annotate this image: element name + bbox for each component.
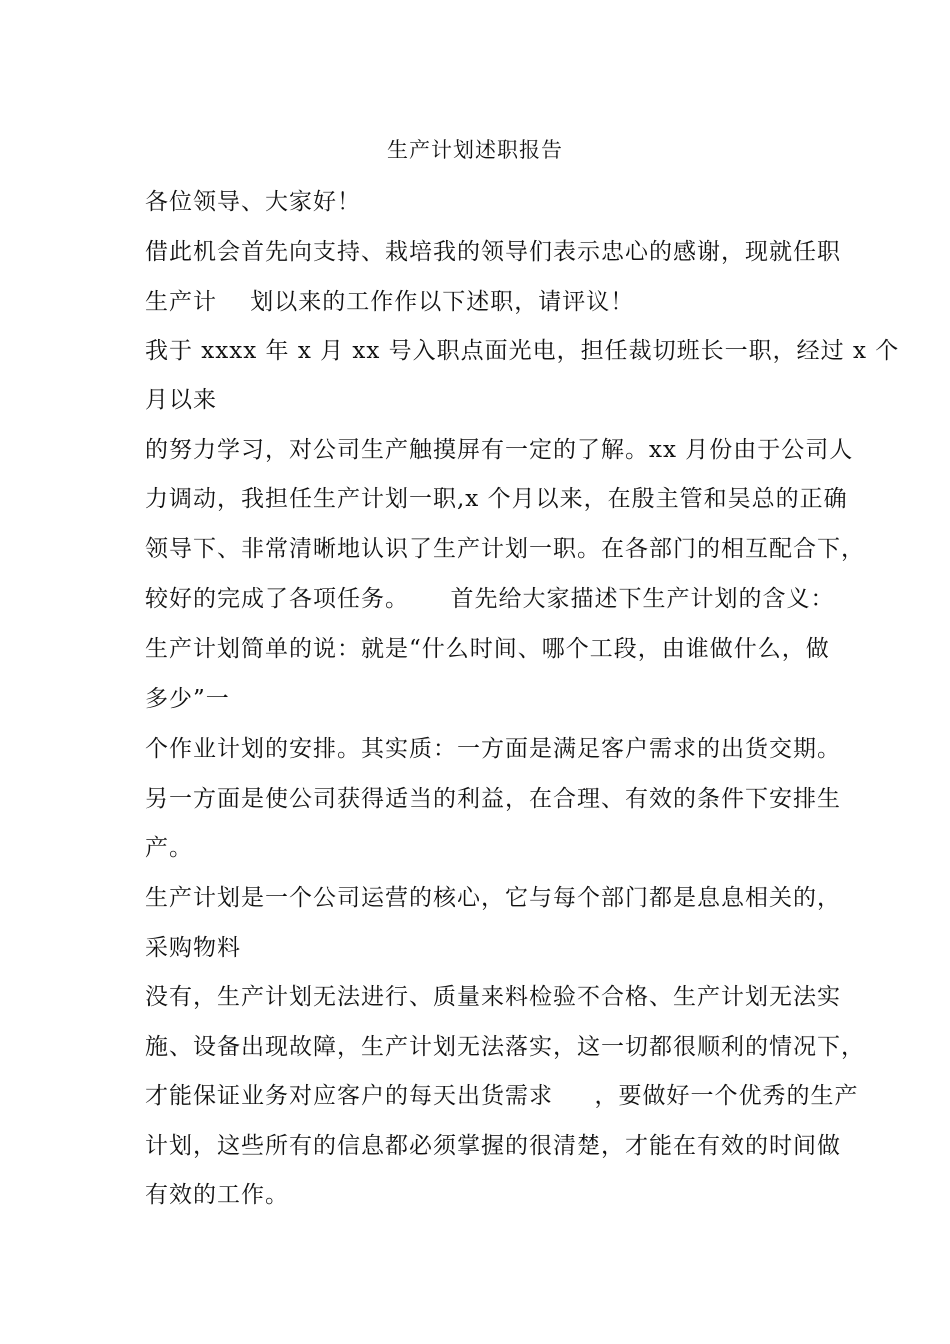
- paragraph-line: 生产计划简单的说：就是“什么时间、哪个工段，由谁做什么，做: [145, 636, 830, 662]
- paragraph-line: 借此机会首先向支持、栽培我的领导们表示忠心的感谢，现就任职: [145, 239, 841, 265]
- paragraph-line: 生产计 划以来的工作作以下述职，请评议！: [145, 289, 635, 315]
- document-title: 生产计划述职报告: [387, 138, 563, 162]
- paragraph-line: 才能保证业务对应客户的每天出货需求 ，要做好一个优秀的生产: [145, 1083, 859, 1109]
- paragraph-line: 另一方面是使公司获得适当的利益，在合理、有效的条件下安排生: [145, 786, 841, 812]
- paragraph-line: 各位领导、大家好！: [145, 189, 361, 215]
- paragraph-line: 月以来: [145, 387, 217, 413]
- paragraph-line: 施、设备出现故障，生产计划无法落实，这一切都很顺利的情况下，: [145, 1034, 865, 1060]
- paragraph-line: 计划，这些所有的信息都必须掌握的很清楚，才能在有效的时间做: [145, 1133, 841, 1159]
- paragraph-line: 产。: [145, 835, 193, 861]
- paragraph-line: 没有，生产计划无法进行、质量来料检验不合格、生产计划无法实: [145, 984, 841, 1010]
- paragraph-line: 有效的工作。: [145, 1182, 289, 1208]
- paragraph-line: 个作业计划的安排。其实质：一方面是满足客户需求的出货交期。: [145, 736, 841, 762]
- paragraph-line: 领导下、非常清晰地认识了生产计划一职。在各部门的相互配合下，: [145, 536, 865, 562]
- paragraph-line: 生产计划是一个公司运营的核心，它与每个部门都是息息相关的，: [145, 885, 841, 911]
- paragraph-line: 力调动，我担任生产计划一职,x 个月以来，在殷主管和吴总的正确: [145, 486, 848, 512]
- paragraph-line: 较好的完成了各项任务。 首先给大家描述下生产计划的含义：: [145, 586, 835, 612]
- paragraph-line: 多少”一: [145, 686, 230, 712]
- paragraph-line: 的努力学习，对公司生产触摸屏有一定的了解。xx 月份由于公司人: [145, 437, 854, 463]
- paragraph-line: 我于 xxxx 年 x 月 xx 号入职点面光电，担任裁切班长一职，经过 x 个: [145, 338, 900, 364]
- paragraph-line: 采购物料: [145, 935, 241, 961]
